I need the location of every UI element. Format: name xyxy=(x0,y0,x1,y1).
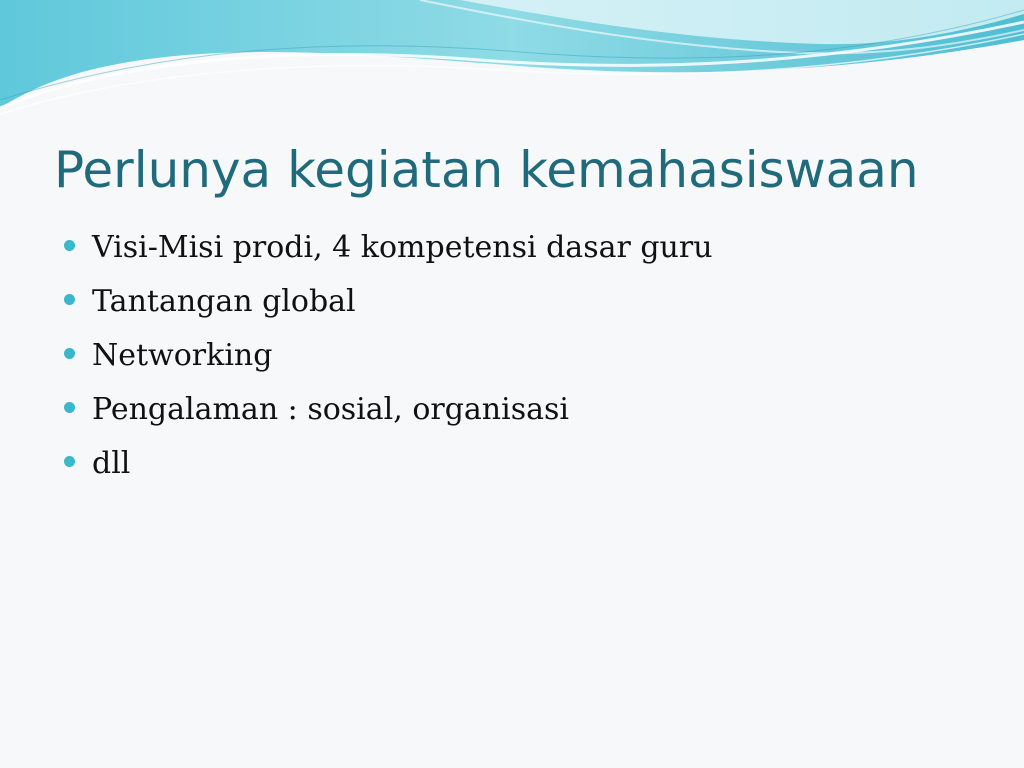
bullet-text: Visi-Misi prodi, 4 kompetensi dasar guru xyxy=(92,229,713,265)
bullet-dot-icon xyxy=(64,402,75,413)
bullet-item xyxy=(64,382,713,436)
wave-header-decoration xyxy=(0,0,1024,120)
bullet-text: Tantangan global xyxy=(92,283,356,319)
bullet-item xyxy=(64,436,713,490)
bullet-item xyxy=(64,274,713,328)
slide-title: Perlunya kegiatan kemahasiswaan xyxy=(54,141,919,199)
bullet-list xyxy=(64,220,713,490)
bullet-item xyxy=(64,220,713,274)
bullet-item xyxy=(64,328,713,382)
bullet-text: dll xyxy=(92,445,131,481)
bullet-dot-icon xyxy=(64,348,75,359)
bullet-dot-icon xyxy=(64,240,75,251)
bullet-text: Networking xyxy=(92,337,273,373)
bullet-text: Pengalaman : sosial, organisasi xyxy=(92,391,569,427)
bullet-dot-icon xyxy=(64,294,75,305)
bullet-dot-icon xyxy=(64,456,75,467)
